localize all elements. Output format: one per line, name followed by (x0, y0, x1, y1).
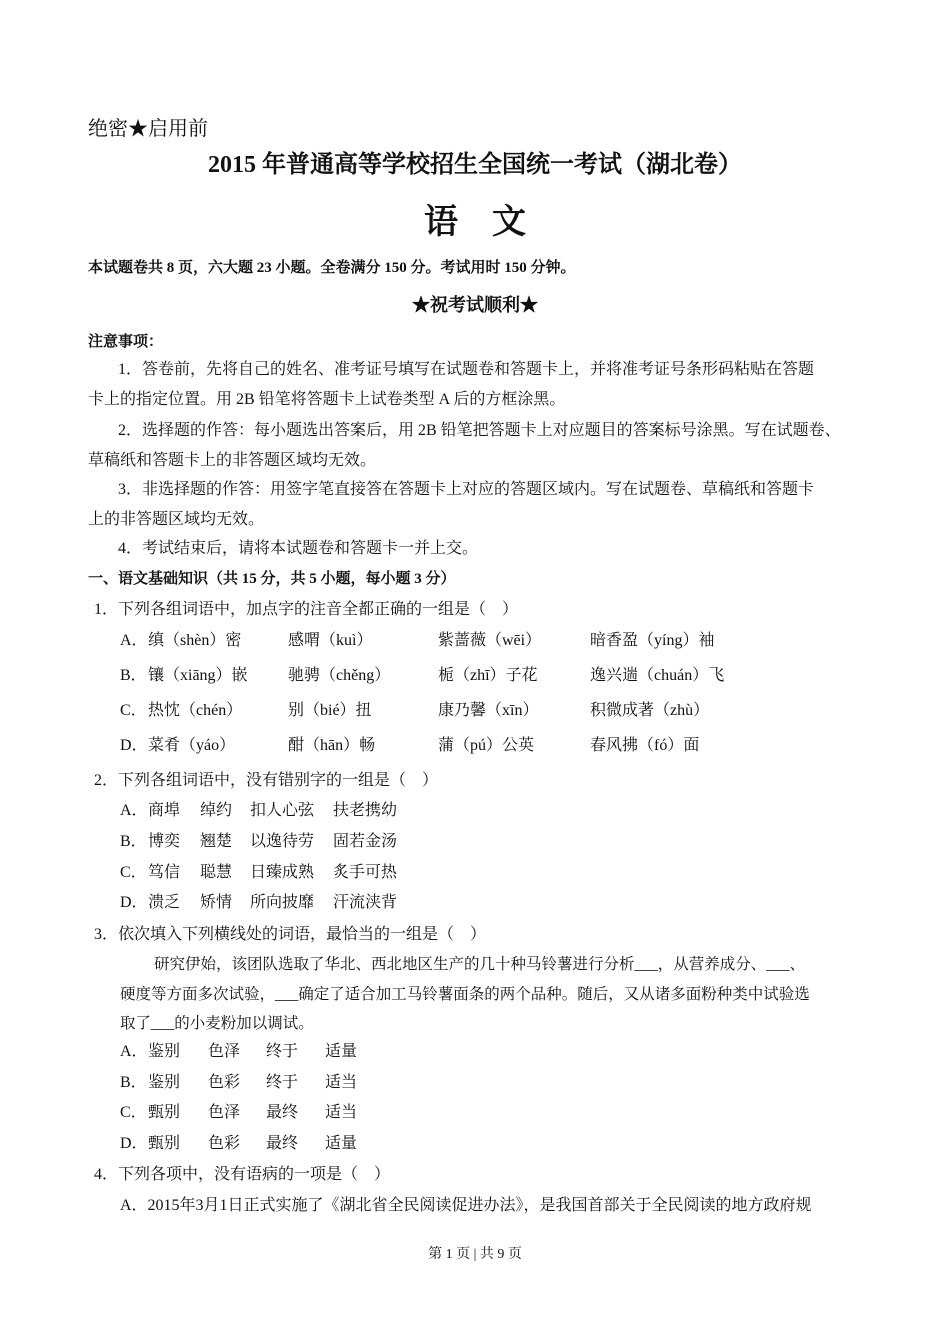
option-label: C． (120, 1104, 147, 1121)
option-item: 笃信 (148, 864, 181, 881)
option-item: 蒲（pú）公英 (438, 737, 535, 754)
option-item: 热忱（chén） (148, 702, 243, 719)
option-label: C． (120, 702, 147, 719)
option-item: 终于 (266, 1043, 299, 1060)
exam-info: 本试题卷共 8 页，六大题 23 小题。全卷满分 150 分。考试用时 150 分钟。 (88, 260, 576, 276)
option-label: A． (120, 632, 148, 649)
notice-item: 2．选择题的作答：每小题选出答案后，用 2B 铅笔把答题卡上对应题目的答案标号涂黑。写在试题卷、 (118, 422, 841, 439)
option-item: 感喟（kuì） (288, 632, 373, 649)
question-3-passage: 硬度等方面多次试验，___确定了适合加工马铃薯面条的两个品种。随后，又从诸多面粉种类中试验选 (120, 986, 810, 1003)
option-item: 适量 (325, 1135, 358, 1152)
secret-label: 绝密★启用前 (88, 118, 208, 140)
notice-heading: 注意事项： (88, 334, 164, 350)
option-item: 春风拂（fó）面 (590, 737, 700, 754)
option-item: 色彩 (208, 1074, 241, 1091)
option-item: 鉴别 (148, 1074, 181, 1091)
option-item: 翘楚 (200, 833, 233, 850)
option-item: 适量 (325, 1043, 358, 1060)
option-label: D． (120, 894, 148, 911)
option-item: 别（bié）扭 (288, 702, 372, 719)
option-item: 最终 (266, 1135, 299, 1152)
option-label: D． (120, 737, 148, 754)
option-label: C． (120, 864, 147, 881)
option-label: B． (120, 1074, 147, 1091)
question-3-passage: 研究伊始，该团队选取了华北、西北地区生产的几十种马铃薯进行分析___，从营养成分、___、 (154, 956, 806, 973)
option-item: 适当 (325, 1104, 358, 1121)
section-heading: 一、语文基础知识（共 15 分，共 5 小题，每小题 3 分） (88, 571, 456, 587)
question-4-stem: 4．下列各项中，没有语病的一项是（ ） (94, 1166, 391, 1183)
option-label: D． (120, 1135, 148, 1152)
option-item: 汗流浃背 (333, 894, 398, 911)
option-item: 以逸待劳 (250, 833, 315, 850)
page-footer: 第 1 页 | 共 9 页 (428, 1247, 522, 1262)
option-item: 扣人心弦 (250, 802, 315, 819)
good-luck-banner: ★祝考试顺利★ (412, 295, 538, 315)
exam-title: 2015 年普通高等学校招生全国统一考试（湖北卷） (208, 152, 742, 178)
option-item: 甄别 (148, 1135, 181, 1152)
option-item: 色泽 (208, 1043, 241, 1060)
notice-item: 1．答卷前，先将自己的姓名、准考证号填写在试题卷和答题卡上，并将准考证号条形码粘贴在答题 (118, 361, 815, 378)
option-item: 适当 (325, 1074, 358, 1091)
option-item: 镶（xiāng）嵌 (148, 667, 248, 684)
option-item: 聪慧 (200, 864, 233, 881)
option-item: 最终 (266, 1104, 299, 1121)
notice-item: 4．考试结束后，请将本试题卷和答题卡一并上交。 (118, 540, 479, 557)
option-item: 酣（hān）畅 (288, 737, 376, 754)
subject-title: 语 文 (424, 204, 526, 241)
option-item: 积微成著（zhù） (590, 702, 710, 719)
question-4-option-a: A．2015年3月1日正式实施了《湖北省全民阅读促进办法》，是我国首部关于全民阅读的地方政府规 (120, 1197, 812, 1214)
option-item: 扶老携幼 (333, 802, 398, 819)
option-item: 固若金汤 (333, 833, 398, 850)
option-label: A． (120, 1043, 148, 1060)
notice-item-cont: 上的非答题区域均无效。 (88, 511, 265, 528)
question-2-stem: 2．下列各组词语中，没有错别字的一组是（ ） (94, 772, 439, 789)
option-item: 色泽 (208, 1104, 241, 1121)
option-item: 溃乏 (148, 894, 181, 911)
notice-item-cont: 草稿纸和答题卡上的非答题区域均无效。 (88, 452, 377, 469)
option-item: 缜（shèn）密 (148, 632, 242, 649)
option-item: 康乃馨（xīn） (438, 702, 539, 719)
option-label: B． (120, 833, 147, 850)
option-item: 甄别 (148, 1104, 181, 1121)
option-item: 炙手可热 (333, 864, 398, 881)
question-3-stem: 3．依次填入下列横线处的词语，最恰当的一组是（ ） (94, 926, 487, 943)
option-item: 绰约 (200, 802, 233, 819)
option-item: 暗香盈（yíng）袖 (590, 632, 715, 649)
option-item: 日臻成熟 (250, 864, 315, 881)
option-item: 博奕 (148, 833, 181, 850)
option-item: 色彩 (208, 1135, 241, 1152)
option-item: 所向披靡 (250, 894, 315, 911)
option-item: 矫情 (200, 894, 233, 911)
option-label: B． (120, 667, 147, 684)
option-item: 终于 (266, 1074, 299, 1091)
notice-item-cont: 卡上的指定位置。用 2B 铅笔将答题卡上试卷类型 A 后的方框涂黑。 (88, 391, 566, 408)
option-item: 菜肴（yáo） (148, 737, 236, 754)
option-item: 商埠 (148, 802, 181, 819)
notice-item: 3．非选择题的作答：用签字笔直接答在答题卡上对应的答题区域内。写在试题卷、草稿纸和答题卡 (118, 481, 815, 498)
question-1-stem: 1．下列各组词语中，加点字的注音全都正确的一组是（ ） (94, 601, 519, 618)
option-item: 驰骋（chěng） (288, 667, 391, 684)
option-item: 鉴别 (148, 1043, 181, 1060)
option-item: 栀（zhī）子花 (438, 667, 538, 684)
option-label: A． (120, 802, 148, 819)
question-3-passage: 取了___的小麦粉加以调试。 (120, 1015, 314, 1032)
option-item: 逸兴遄（chuán）飞 (590, 667, 725, 684)
option-item: 紫蔷薇（wēi） (438, 632, 542, 649)
